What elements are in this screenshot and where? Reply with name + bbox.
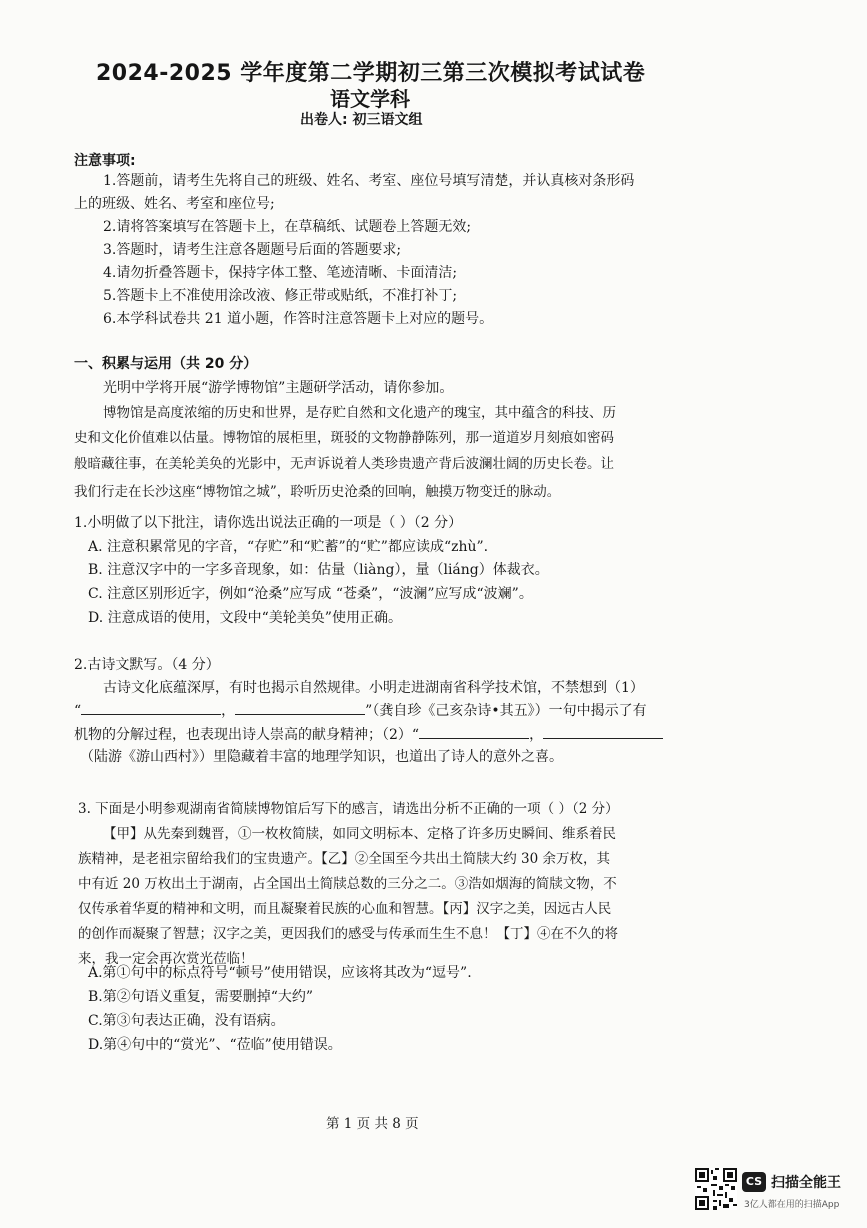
question-3-option-c: C.第③句表达正确，没有语病。 xyxy=(88,1013,285,1029)
question-1-option-a: A. 注意积累常见的字音，“存贮”和“贮蓄”的“贮”都应读成“zhù”. xyxy=(88,539,489,555)
notice-item: 6.本学科试卷共 21 道小题，作答时注意答题卡上对应的题号。 xyxy=(103,311,494,327)
question-1-option-d: D. 注意成语的使用，文段中“美轮美奂”使用正确。 xyxy=(88,610,402,626)
answer-blank-2a[interactable] xyxy=(419,724,529,739)
passage-line: 仅传承着华夏的精神和文明，而且凝聚着民族的心血和智慧。【丙】汉字之美，因远古人民 xyxy=(78,901,612,917)
passage-line: 【甲】从先秦到魏晋，①一枚枚简牍，如同文明标本、定格了许多历史瞬间、维系着民 xyxy=(103,826,616,842)
passage-line: 史和文化价值难以估量。博物馆的展柜里，斑驳的文物静静陈列，那一道道岁月刻痕如密码 xyxy=(74,430,614,446)
question-2-line: 古诗文化底蕴深厚，有时也揭示自然规律。小明走进湖南省科学技术馆，不禁想到（1） xyxy=(103,680,644,696)
question-1-option-c: C. 注意区别形近字，例如“沧桑”应写成 “苍桑”，“波澜”应写成“波斓”。 xyxy=(88,586,533,602)
question-1-stem: 1.小明做了以下批注，请你选出说法正确的一项是（ ）（2 分） xyxy=(74,515,463,531)
answer-blank-2b[interactable] xyxy=(543,724,663,739)
question-3-option-b: B.第②句语义重复，需要删掉“大约” xyxy=(88,989,314,1005)
source-citation: ”（龚自珍《己亥杂诗•其五》）一句中揭示了有 xyxy=(365,703,647,719)
qr-code-icon xyxy=(695,1168,737,1210)
question-1-option-b: B. 注意汉字中的一字多音现象，如：估量（liàng），量（liáng）体裁衣。 xyxy=(88,562,549,578)
subject-title: 语文学科 xyxy=(330,87,410,111)
passage-line: 博物馆是高度浓缩的历史和世界，是存贮自然和文化遗产的瑰宝，其中蕴含的科技、历 xyxy=(103,405,616,421)
watermark-tagline: 3亿人都在用的扫描App xyxy=(744,1200,840,1210)
notice-item: 上的班级、姓名、考室和座位号; xyxy=(74,196,275,212)
answer-blank-1a[interactable] xyxy=(81,700,221,715)
page-number: 第 1 页 共 8 页 xyxy=(326,1116,419,1132)
notice-item: 3.答题时，请考生注意各题题号后面的答题要求; xyxy=(103,242,402,258)
passage-line: 的创作而凝聚了智慧；汉字之美，更因我们的感受与传承而生生不息！【丁】④在不久的将 xyxy=(78,926,618,942)
question-3-option-a: A.第①句中的标点符号“顿号”使用错误，应该将其改为“逗号”. xyxy=(88,965,472,981)
question-3-option-d: D.第④句中的“赏光”、“莅临”使用错误。 xyxy=(88,1037,342,1053)
notice-heading: 注意事项: xyxy=(74,153,136,169)
notice-item: 4.请勿折叠答题卡，保持字体工整、笔迹清晰、卡面清洁; xyxy=(103,265,458,281)
author-line: 出卷人: 初三语文组 xyxy=(300,112,423,128)
question-2-line xyxy=(74,724,663,744)
passage-line: 般暗藏往事，在美轮美奂的光影中，无声诉说着人类珍贵遗产背后波澜壮阔的历史长卷。让 xyxy=(74,456,614,472)
notice-item: 5.答题卡上不准使用涂改液、修正带或贴纸，不准打补丁; xyxy=(103,288,458,304)
notice-item: 1.答题前，请考生先将自己的班级、姓名、考室、座位号填写清楚，并认真核对条形码 xyxy=(103,173,635,189)
section-intro: 光明中学将开展“游学博物馆”主题研学活动，请你参加。 xyxy=(103,380,454,396)
exam-title: 2024-2025 学年度第二学期初三第三次模拟考试试卷 xyxy=(96,61,646,86)
passage-line: 中有近 20 万枚出土于湖南，占全国出土简牍总数的三分之二。③浩如烟海的简牍文物，不 xyxy=(78,876,617,892)
question-2-text: 机物的分解过程，也表现出诗人崇高的献身精神；（2）“ xyxy=(74,727,420,743)
question-2-stem: 2.古诗文默写。（4 分） xyxy=(74,657,220,673)
passage-line: 族精神，是老祖宗留给我们的宝贵遗产。【乙】②全国至今共出土简牍大约 30 余万枚，其 xyxy=(78,851,611,867)
passage-line: 我们行走在长沙这座“博物馆之城”，聆听历史沧桑的回响，触摸万物变迁的脉动。 xyxy=(74,484,561,500)
answer-blank-1b[interactable] xyxy=(235,700,365,715)
comma: ， xyxy=(529,727,544,743)
watermark-brand: 扫描全能王 xyxy=(771,1175,841,1191)
section-heading: 一、积累与运用（共 20 分） xyxy=(74,356,258,372)
camscanner-logo-icon: CS xyxy=(742,1172,766,1192)
passage-line: 来，我一定会再次赏光莅临！ xyxy=(78,951,254,967)
question-3-stem: 3. 下面是小明参观湖南省简牍博物馆后写下的感言，请选出分析不正确的一项（ ）（2 分） xyxy=(78,801,619,817)
comma: ， xyxy=(221,703,236,719)
question-2-line xyxy=(74,700,647,720)
quote-mark: “ xyxy=(74,703,82,719)
notice-item: 2.请将答案填写在答题卡上，在草稿纸、试题卷上答题无效; xyxy=(103,219,472,235)
question-2-line: （陆游《游山西村》）里隐藏着丰富的地理学知识，也道出了诗人的意外之喜。 xyxy=(80,749,563,765)
